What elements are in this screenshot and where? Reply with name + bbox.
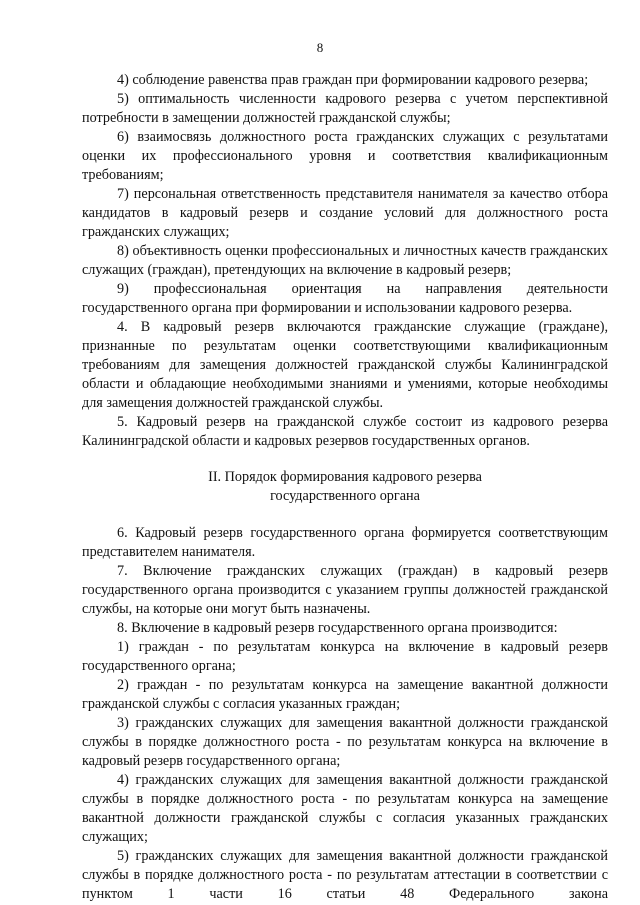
section-heading	[82, 468, 608, 506]
paragraph: 4. В кадровый резерв включаются гражданские служащие (граждане), признанные по результатам оценки соответствующими квалификационным требованиям для замещения должностей гражданской службы Калининградской области и обладающие необходимыми знаниями и умениями, которые необходимы для замещения должностей гражданской службы.	[82, 319, 608, 411]
paragraph: 3) гражданских служащих для замещения вакантной должности гражданской службы в порядке должностного роста - по результатам конкурса на включение в кадровый резерв государственного органа;	[82, 715, 608, 769]
document-body	[82, 71, 608, 904]
paragraph: 4) гражданских служащих для замещения вакантной должности гражданской службы в порядке должностного роста - по результатам конкурса на замещение вакантной должности гражданской службы с согласия указанных гражданских служащих;	[82, 772, 608, 845]
paragraph: 1) граждан - по результатам конкурса на включение в кадровый резерв государственного органа;	[82, 639, 608, 674]
paragraph: 6. Кадровый резерв государственного органа формируется соответствующим представителем нанимателя.	[82, 525, 608, 560]
paragraph: 4) соблюдение равенства прав граждан при формировании кадрового резерва;	[117, 72, 589, 88]
paragraph: 7. Включение гражданских служащих (граждан) в кадровый резерв государственного органа производится с указанием группы должностей гражданской службы, на которые они могут быть назначены.	[82, 563, 608, 617]
section-heading-line: государственного органа	[270, 488, 420, 504]
page-number: 8	[316, 40, 324, 55]
paragraph: 6) взаимосвязь должностного роста гражданских служащих с результатами оценки их профессионального уровня и соответствия квалификационным требованиям;	[82, 129, 608, 183]
paragraph: 5. Кадровый резерв на гражданской службе состоит из кадрового резерва Калининградской области и кадровых резервов государственных органов.	[82, 414, 608, 449]
paragraph: 2) граждан - по результатам конкурса на замещение вакантной должности гражданской службы с согласия указанных граждан;	[82, 677, 608, 712]
paragraph: 5) гражданских служащих для замещения вакантной должности гражданской службы в порядке должностного роста - по результатам аттестации в соответствии с пунктом 1 части 16 статьи 48 Федерального закона	[82, 848, 608, 902]
paragraph: 7) персональная ответственность представителя нанимателя за качество отбора кандидатов в кадровый резерв и создание условий для должностного роста гражданских служащих;	[82, 186, 608, 240]
paragraph: 8) объективность оценки профессиональных и личностных качеств гражданских служащих (граждан), претендующих на включение в кадровый резерв;	[82, 243, 608, 278]
paragraph: 5) оптимальность численности кадрового резерва с учетом перспективной потребности в замещении должностей гражданской службы;	[82, 91, 608, 126]
paragraph: 8. Включение в кадровый резерв государственного органа производится:	[117, 620, 558, 636]
paragraph: 9) профессиональная ориентация на направления деятельности государственного органа при формировании и использовании кадрового резерва.	[82, 281, 608, 316]
section-heading-line: II. Порядок формирования кадрового резерва	[208, 469, 482, 485]
